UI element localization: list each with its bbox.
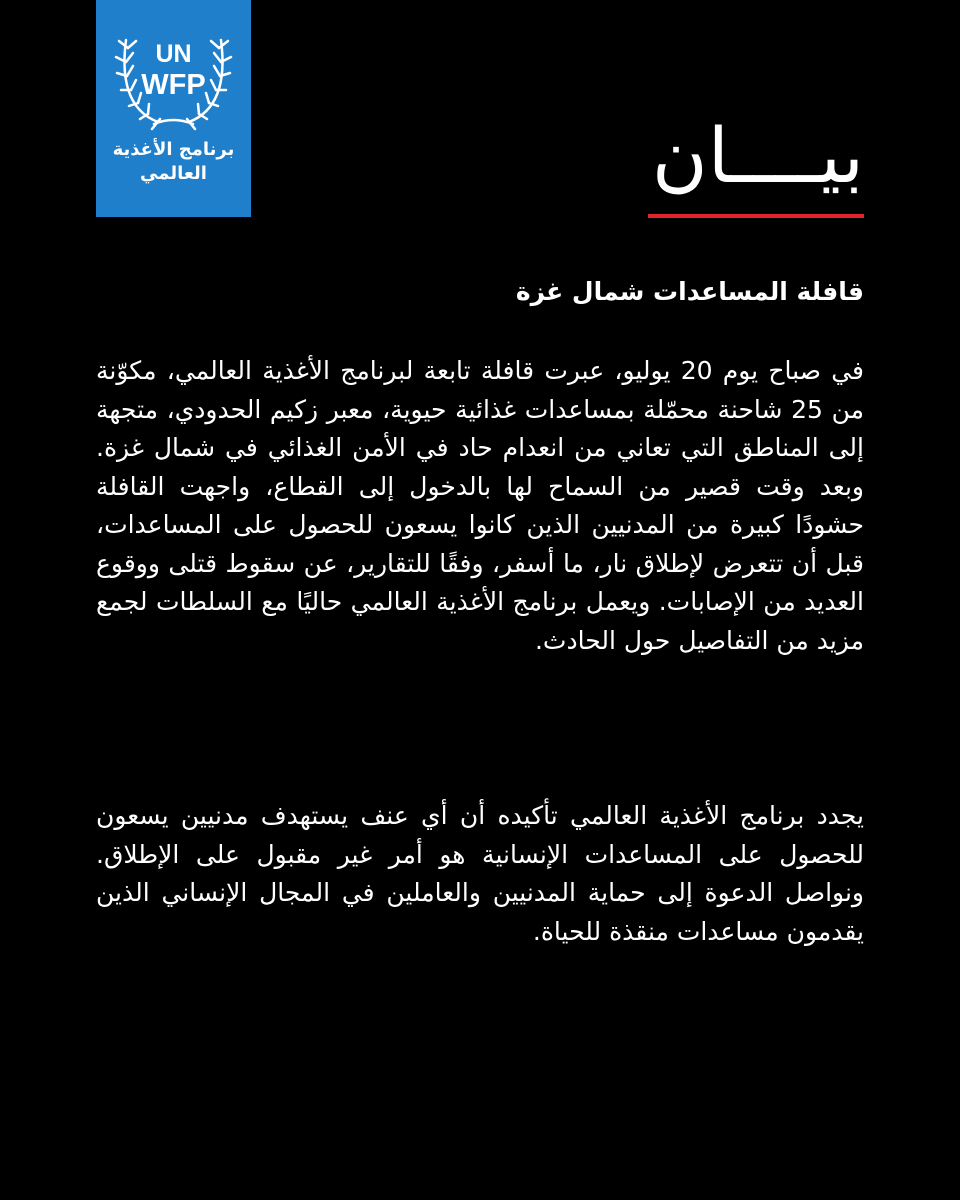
paragraph-2: يجدد برنامج الأغذية العالمي تأكيده أن أي عنف يستهدف مدنيين يسعون للحصول على المساعدات الإنسانية هو أمر غير مقبول على الإطلاق. ونواصل الدعوة إلى حماية المدنيين والعاملين في المجال الإنساني الذين يقدمون مساعدات منقذة للحياة. [96,801,864,946]
title-underline-divider [648,214,864,218]
logo-wfp-text: WFP [141,69,206,101]
logo-arabic-line1: برنامج الأغذية [112,139,235,160]
statement-subtitle: قافلة المساعدات شمال غزة [515,277,864,306]
logo-arabic-line2: العالمي [140,163,207,184]
logo-un-text: UN [155,40,192,68]
wfp-logo [96,0,251,217]
paragraph-1: في صباح يوم 20 يوليو، عبرت قافلة تابعة لبرنامج الأغذية العالمي، مكوّنة من 25 شاحنة محمّلة بمساعدات غذائية حيوية، معبر زكيم الحدودي، متجهة إلى المناطق التي تعاني من انعدام حاد في الأمن الغذائي في شمال غزة. وبعد وقت قصير من السماح لها بالدخول إلى القطاع، واجهت القافلة حشودًا كبيرة من المدنيين الذين كانوا يسعون للحصول على المساعدات، قبل أن تتعرض لإطلاق نار، ما أسفر، وفقًا للتقارير، عن سقوط قتلى ووقوع العديد من الإصابات. ويعمل برنامج الأغذية العالمي حاليًا مع السلطات لجمع مزيد من التفاصيل حول الحادث. [96,356,864,655]
page-title: بيــــان [651,111,864,200]
laurel-wreath-icon [96,0,251,217]
